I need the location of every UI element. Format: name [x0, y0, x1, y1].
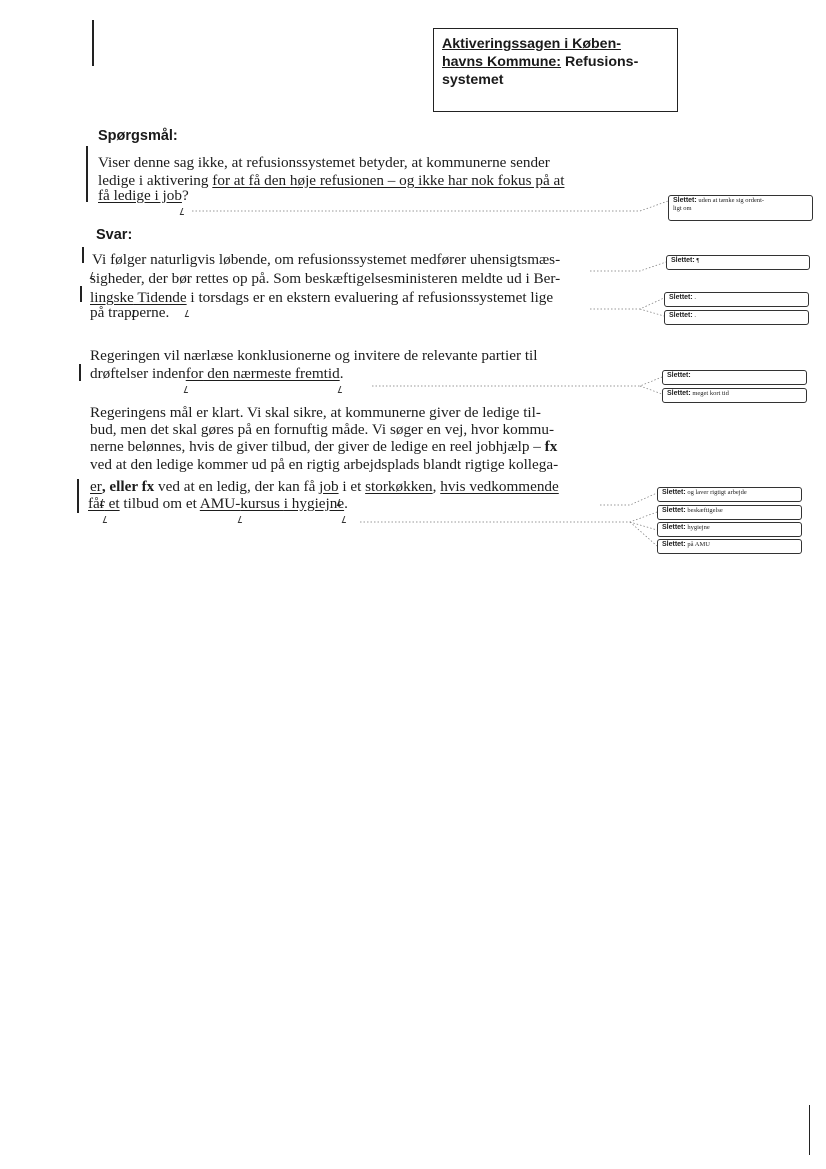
comment-label: Slettet: — [671, 257, 695, 264]
title-part2: havns Kommune: — [442, 54, 562, 70]
inserted-text: for — [185, 365, 204, 382]
comment-label: Slettet: — [662, 541, 686, 548]
comment-text: beskæftigelse — [687, 507, 723, 514]
inserted-text: lingske — [90, 289, 134, 306]
comment-label: Slettet: — [662, 489, 686, 496]
answer-text: , — [432, 478, 441, 495]
comment-text: hygiejne — [687, 524, 710, 531]
answer-heading: Svar: — [96, 227, 133, 243]
answer-text: tilbud om et — [119, 495, 200, 512]
leader-line — [192, 201, 668, 211]
inserted-text: job — [319, 478, 339, 495]
comment-label: Slettet: — [673, 197, 697, 204]
inserted-text: i hygiejne — [283, 495, 345, 512]
comment-label: Slettet: — [669, 312, 693, 319]
leader-line — [360, 512, 657, 522]
question-text: ledige i aktivering — [98, 172, 213, 189]
leader-line — [372, 377, 662, 386]
answer-text: i torsdags er en ekstern evaluering af refusionssystemet lige — [186, 289, 554, 306]
comment-text: ligt om — [673, 205, 692, 212]
comment-label: Slettet: — [662, 524, 686, 531]
leader-line — [590, 298, 664, 309]
inserted-text: får — [88, 495, 105, 512]
title-part4: systemet — [442, 72, 504, 88]
answer-text: ved at den ledige kommer ud på en rigtig arbejdsplads blandt rigtige kollega- — [90, 456, 559, 473]
comment-balloon[interactable] — [657, 539, 802, 554]
answer-text: Vi følger naturligvis løbende, om refusionssystemet medfører uhensigtsmæs- — [92, 251, 561, 268]
comment-balloon[interactable] — [662, 388, 807, 403]
inserted-text: kursus — [240, 495, 284, 512]
inserted-text: hvis vedkommende — [440, 478, 559, 495]
comment-balloon[interactable] — [666, 255, 810, 270]
comment-balloon[interactable] — [657, 522, 802, 537]
comment-text: og laver rigtigt arbejde — [687, 489, 747, 496]
leader-line — [640, 386, 662, 394]
leader-line — [600, 493, 657, 505]
leader-line — [640, 309, 664, 316]
question-text: ? — [181, 187, 189, 204]
answer-text: Regeringen vil nærlæse konklusionerne og invitere de relevante partier til — [90, 347, 538, 364]
answer-text: drøftelser inden — [90, 365, 186, 382]
question-text: Viser denne sag ikke, at refusionssystemet betyder, at kommunerne sender — [98, 154, 550, 171]
title-part3: Refusions- — [561, 54, 639, 70]
leader-line — [630, 522, 657, 530]
comment-balloon[interactable] — [662, 370, 807, 385]
answer-text: . — [344, 495, 348, 512]
answer-text-bold: fx — [544, 438, 558, 455]
comment-label: Slettet: — [669, 294, 693, 301]
leader-line — [590, 262, 666, 271]
inserted-text: den nærmeste fremtid — [203, 365, 340, 382]
inserted-text: for at få den høje refusionen – og ikke har nok fokus på at — [212, 172, 565, 189]
answer-text: i et — [338, 478, 366, 495]
answer-text: Regeringens mål er klart. Vi skal sikre, at kommunerne giver de ledige til- — [90, 404, 541, 421]
title-part1: Aktiveringssagen i Køben- — [442, 36, 621, 52]
comment-text: på AMU — [687, 541, 710, 548]
comment-text: uden at tænke sig ordent- — [698, 197, 765, 204]
comment-text: . — [694, 294, 696, 301]
inserted-text: et — [104, 495, 120, 512]
comment-text: . — [694, 312, 696, 319]
comment-balloon[interactable] — [664, 292, 809, 307]
comment-balloon[interactable] — [668, 195, 813, 221]
comment-text: meget kort tid — [692, 390, 729, 397]
answer-text: nerne belønnes, hvis de giver tilbud, der giver de ledige en reel jobhjælp – — [90, 438, 545, 455]
answer-text: . — [339, 365, 344, 382]
comment-label: Slettet: — [667, 390, 691, 397]
inserted-text: er — [90, 478, 102, 495]
comment-balloon[interactable] — [657, 487, 802, 502]
inserted-text: AMU- — [199, 495, 241, 512]
comment-balloon[interactable] — [657, 505, 802, 520]
inserted-text: storkøkken — [365, 478, 433, 495]
comment-text: ¶ — [696, 257, 700, 264]
answer-text: sigheder, der bør rettes op på. Som beskæftigelsesministeren meldte ud i Ber- — [90, 270, 561, 287]
question-heading: Spørgsmål: — [98, 128, 178, 144]
comment-label: Slettet: — [667, 372, 691, 379]
answer-text: bud, men det skal gøres på en fornuftig måde. Vi søger en vej, hvor kommu- — [90, 421, 555, 438]
leader-line — [630, 522, 657, 546]
inserted-text: Tidende — [133, 289, 187, 306]
answer-text: ved at en ledig, der kan få — [154, 478, 320, 495]
comment-label: Slettet: — [662, 507, 686, 514]
answer-text: på trapperne. — [90, 304, 170, 321]
inserted-text: få ledige i job — [98, 187, 182, 204]
comment-balloon[interactable] — [664, 310, 809, 325]
answer-text-bold: , eller fx — [101, 478, 155, 495]
